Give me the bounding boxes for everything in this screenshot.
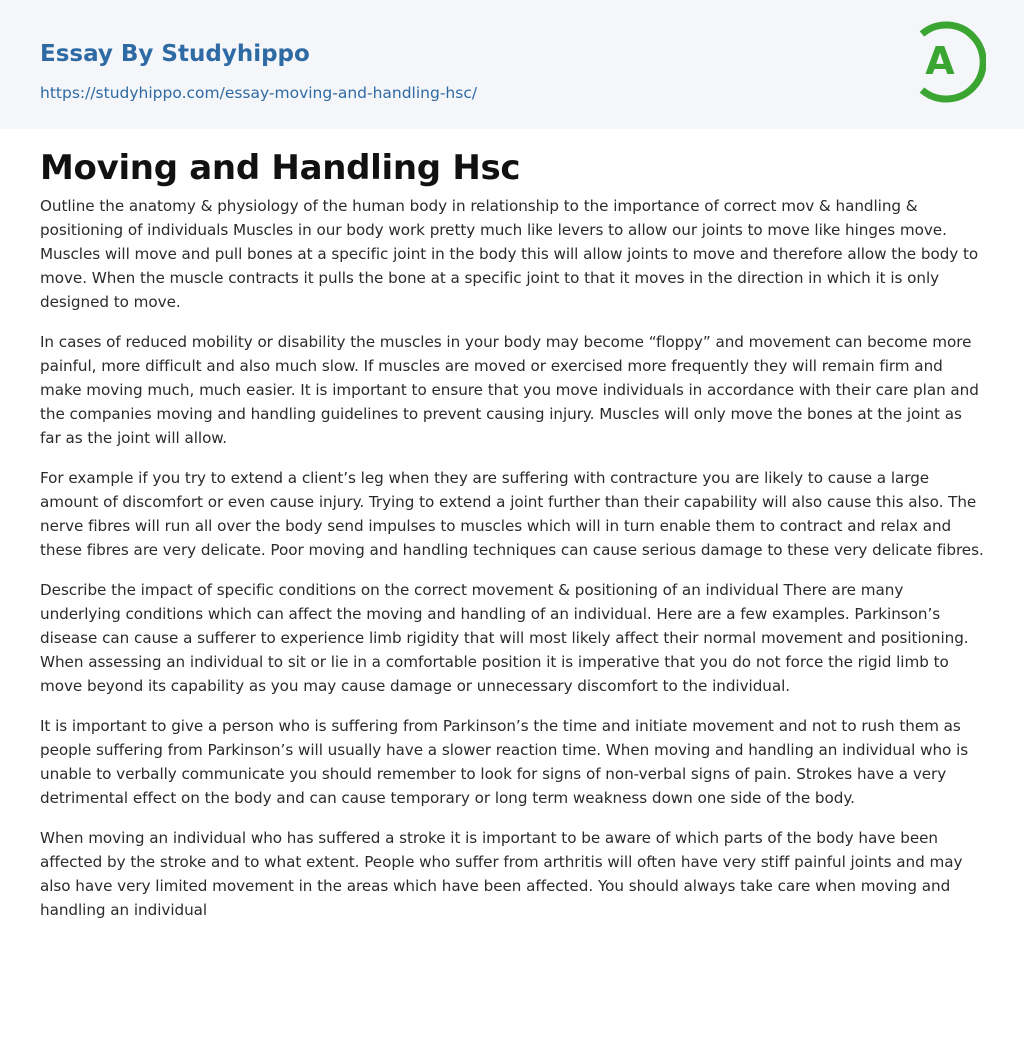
source-url-link[interactable]: https://studyhippo.com/essay-moving-and-handling-hsc/ bbox=[40, 84, 478, 102]
essay-title: Moving and Handling Hsc bbox=[40, 148, 521, 188]
logo-letter: A bbox=[925, 39, 955, 83]
essay-paragraph: For example if you try to extend a client’s leg when they are suffering with contracture you are likely to cause a large amount of discomfort or even cause injury. Trying to extend a joint further than their capability will also cause this also. The nerve fibres will run all over the body send impulses to muscles which will in turn enable them to contract and relax and these fibres are very delicate. Poor moving and handling techniques can cause serious damage to these very delicate fibres. bbox=[40, 469, 984, 559]
essay-paragraph: Outline the anatomy & physiology of the human body in relationship to the importance of correct mov & handling & positioning of individuals Muscles in our body work pretty much like levers to allow our joints to move like hinges move. Muscles will move and pull bones at a specific joint in the body this will allow joints to move and therefore allow the body to move. When the muscle contracts it pulls the bone at a specific joint to that it moves in the direction in which it is only designed to move. bbox=[40, 197, 979, 311]
essay-paragraph: It is important to give a person who is suffering from Parkinson’s the time and initiate movement and not to rush them as people suffering from Parkinson’s will usually have a slower reaction time. When moving and handling an individual who is unable to verbally communicate you should remember to look for signs of non-verbal signs of pain. Strokes have a very detrimental effect on the body and can cause temporary or long term weakness down one side of the body. bbox=[40, 717, 969, 807]
studyhippo-logo-icon[interactable] bbox=[912, 19, 986, 105]
site-title: Essay By Studyhippo bbox=[40, 41, 310, 67]
essay-paragraph: When moving an individual who has suffered a stroke it is important to be aware of which parts of the body have been affected by the stroke and to what extent. People who suffer from arthritis will often have very stiff painful joints and may also have very limited movement in the areas which have been affected. You should always take care when moving and handling an individual bbox=[40, 829, 963, 919]
essay-paragraph: Describe the impact of specific conditions on the correct movement & positioning of an individual There are many underlying conditions which can affect the moving and handling of an individual. Here are a few examples. Parkinson’s disease can cause a sufferer to experience limb rigidity that will most likely affect their normal movement and positioning. When assessing an individual to sit or lie in a comfortable position it is imperative that you do not force the rigid limb to move beyond its capability as you may cause damage or unnecessary discomfort to the individual. bbox=[40, 581, 969, 695]
essay-paragraph: In cases of reduced mobility or disability the muscles in your body may become “floppy” and movement can become more painful, more difficult and also much slow. If muscles are moved or exercised more frequently they will remain firm and make moving much, much easier. It is important to ensure that you move individuals in accordance with their care plan and the companies moving and handling guidelines to prevent causing injury. Muscles will only move the bones at the joint as far as the joint will allow. bbox=[40, 333, 979, 447]
essay-body bbox=[40, 194, 984, 938]
